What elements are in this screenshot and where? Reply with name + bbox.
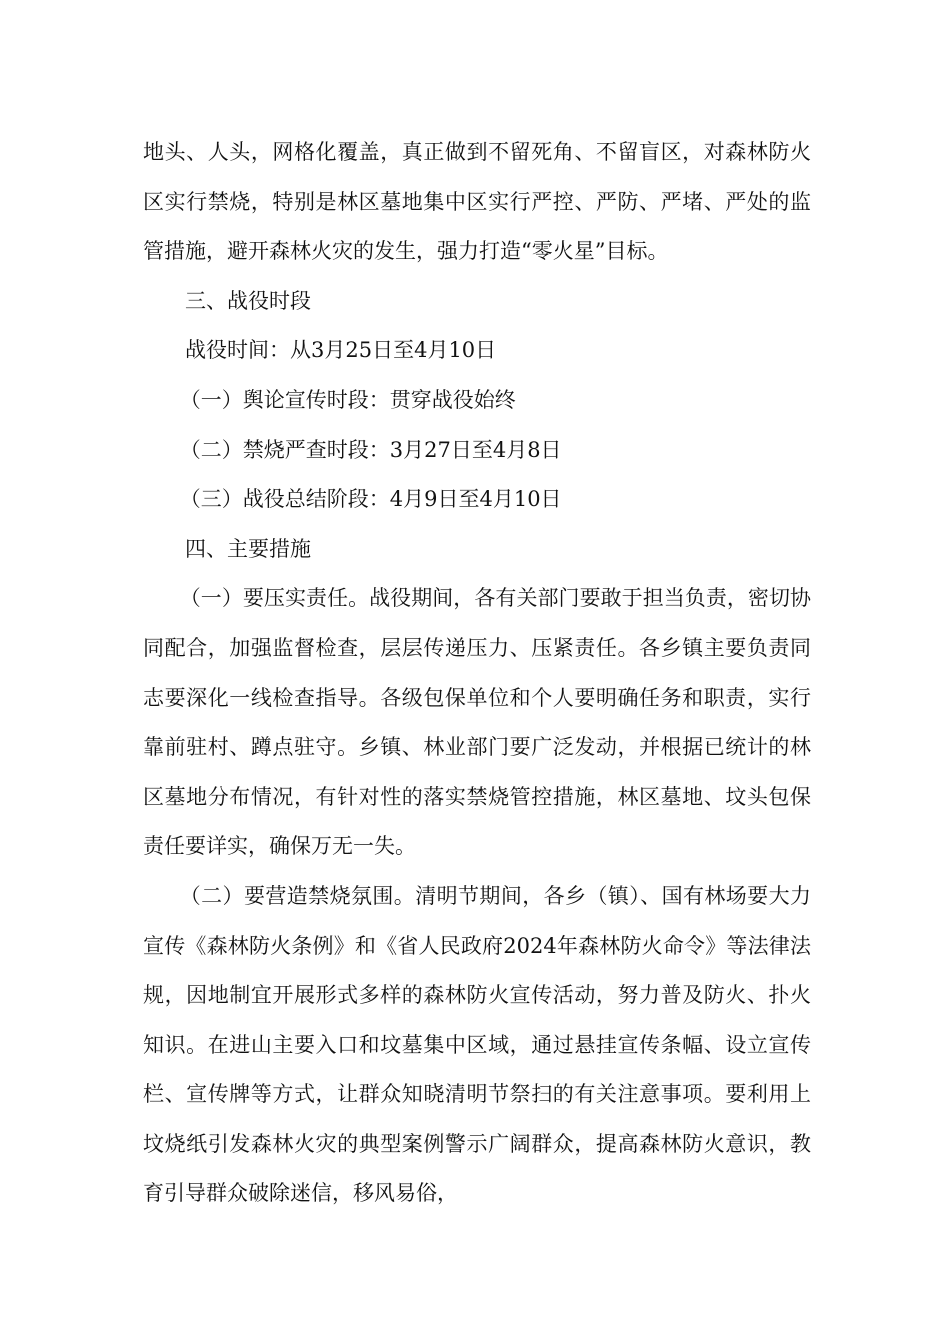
list-item: （三）战役总结阶段：4月9日至4月10日 — [179, 487, 562, 512]
body-paragraph: （一）要压实责任。战役期间，各有关部门要敢于担当负责，密切协同配合，加强监督检查，层层传递压力、压紧责任。各乡镇主要负责同志要深化一线检查指导。各级包保单位和个人要明确任务和职责，实行靠前驻村、蹲点驻守。乡镇、林业部门要广泛发动，并根据已统计的林区墓地分布情况，有针对性的落实禁烧管控措施，林区墓地、坟头包保责任要详实，确保万无一失。 — [143, 586, 811, 859]
body-paragraph: 地头、人头，网格化覆盖，真正做到不留死角、不留盲区，对森林防火区实行禁烧，特别是林区墓地集中区实行严控、严防、严堵、严处的监管措施，避开森林火灾的发生，强力打造“零火星”目标。 — [143, 140, 811, 264]
list-item: （二）禁烧严查时段：3月27日至4月8日 — [179, 437, 562, 462]
section-heading: 四、主要措施 — [185, 536, 311, 561]
body-paragraph: （二）要营造禁烧氛围。清明节期间，各乡（镇）、国有林场要大力宣传《森林防火条例》和《省人民政府2024年森林防火命令》等法律法规，因地制宜开展形式多样的森林防火宣传活动，努力普及防火、扑火知识。在进山主要入口和坟墓集中区域，通过悬挂宣传条幅、设立宣传栏、宣传牌等方式，让群众知晓清明节祭扫的有关注意事项。要利用上坟烧纸引发森林火灾的典型案例警示广阔群众，提高森林防火意识，教育引导群众破除迷信，移风易俗， — [143, 883, 811, 1206]
document-body — [143, 128, 811, 1219]
body-paragraph: 战役时间：从3月25日至4月10日 — [185, 338, 497, 363]
list-item: （一）舆论宣传时段：贯穿战役始终 — [179, 387, 516, 412]
section-heading: 三、战役时段 — [185, 288, 311, 313]
